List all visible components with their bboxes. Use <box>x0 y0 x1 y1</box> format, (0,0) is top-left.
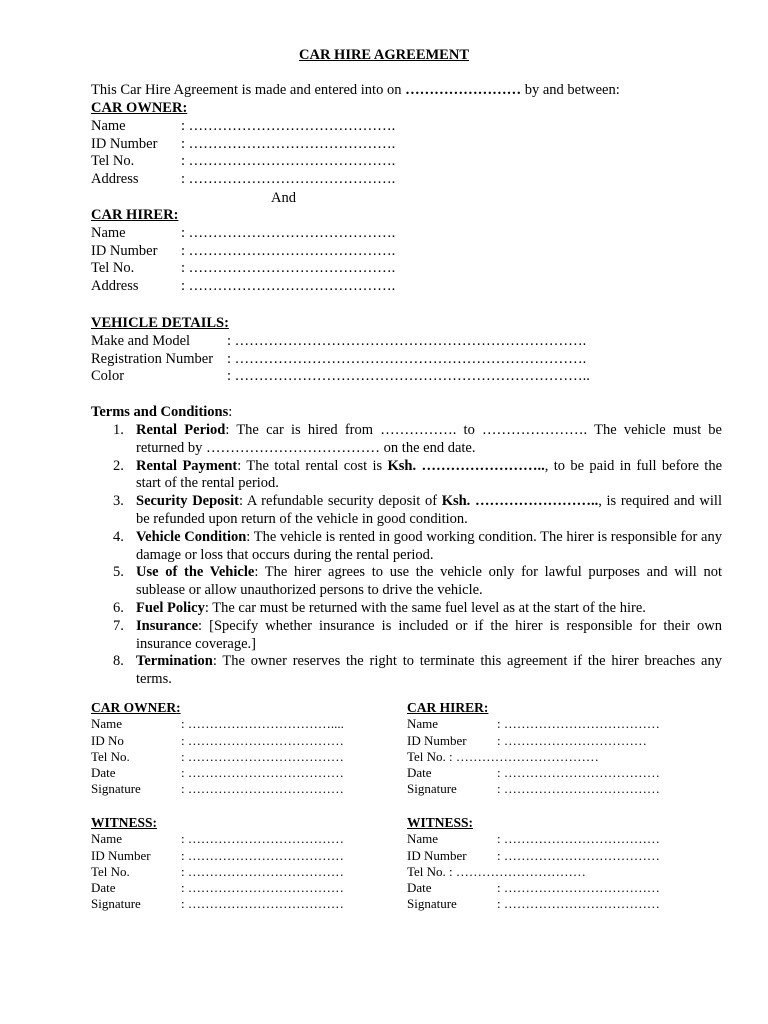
field-blank: : ……………………………………. <box>181 135 396 152</box>
field-label: Date <box>407 880 432 896</box>
term-item <box>113 617 722 654</box>
witness-right-tel-row <box>407 864 660 880</box>
term-item <box>113 653 722 689</box>
field-label: Date <box>407 765 432 781</box>
field-blank: : ……………………………………………………………….. <box>227 368 590 385</box>
hirer-heading-colon: : <box>173 207 179 223</box>
hirer-tel-row <box>91 260 395 278</box>
vehicle-heading-label: VEHICLE DETAILS <box>91 315 225 331</box>
and-separator: And <box>271 190 296 206</box>
field-blank: : ……………………………… <box>181 748 344 764</box>
term-title: Termination <box>136 653 213 670</box>
term-text: : A refundable security deposit of <box>238 493 442 510</box>
terms-heading-label: Terms and Conditions <box>91 404 229 420</box>
vehicle-heading <box>91 315 590 333</box>
sign-hirer-heading-colon: : <box>483 700 489 715</box>
sign-owner-tel-row <box>91 749 344 765</box>
term-item <box>113 493 722 529</box>
field-label: Color <box>91 368 125 385</box>
owner-address-row <box>91 171 395 189</box>
field-label: Name <box>407 716 439 732</box>
term-text: : The owner reserves the right to terminate this agreement if the hirer breaches any terms. <box>136 653 722 688</box>
term-text: : The car is hired from ……………. to …………………. The vehicle must be returned by ……………………………… on the end date. <box>136 422 722 456</box>
term-number: 2. <box>113 457 124 474</box>
intro-text-before: This Car Hire Agreement is made and entered into on <box>91 82 406 98</box>
term-title: Security Deposit <box>136 493 239 510</box>
witness-left-name-row <box>91 831 344 847</box>
term-text-continued: , is required and will be refunded upon return of the vehicle in good condition. <box>136 493 722 527</box>
field-label: Signature <box>91 781 141 797</box>
field-label: ID Number <box>407 847 467 863</box>
field-blank: : ……………………………………. <box>181 171 396 188</box>
vehicle-color-row <box>91 368 590 386</box>
witness-right-name-row <box>407 831 660 847</box>
witness-right-heading <box>407 815 660 831</box>
field-blank: : ……………………………… <box>497 716 660 732</box>
sign-hirer-heading <box>407 700 660 716</box>
sign-hirer-signature-row <box>407 781 660 797</box>
witness-left-signature-row <box>91 896 344 912</box>
term-text: : The hirer agrees to use the vehicle only for lawful purposes and will not sublease or allow unauthorized persons to drive the vehicle. <box>136 564 723 599</box>
sign-hirer-date-row <box>407 765 660 781</box>
sign-hirer-name-row <box>407 716 660 732</box>
witness-right-heading-label: WITNESS <box>407 815 469 830</box>
field-label: Tel No. <box>91 153 135 170</box>
term-text: : The total rental cost is <box>237 457 388 474</box>
witness-left-id-row <box>91 848 344 864</box>
field-label: Registration Number <box>91 350 214 367</box>
terms-heading-colon: : <box>228 404 233 420</box>
witness-left-heading-colon: : <box>152 815 158 830</box>
vehicle-section <box>91 315 590 386</box>
term-number: 3. <box>113 493 124 510</box>
field-label: Name <box>91 831 123 847</box>
field-blank: : ………………………………………………………………. <box>227 332 587 349</box>
field-blank: : ……………………………………. <box>181 224 396 241</box>
intro-date-blank: …………………… <box>405 82 522 98</box>
term-number: 1. <box>113 422 124 438</box>
hirer-name-row <box>91 225 395 243</box>
field-label: Name <box>91 716 123 732</box>
owner-heading-label: CAR OWNER <box>91 100 183 116</box>
field-label: Date <box>91 880 116 896</box>
terms-heading <box>91 404 232 422</box>
owner-heading <box>91 100 395 118</box>
field-label: Date <box>91 765 116 781</box>
sign-hirer-section <box>407 700 660 798</box>
field-blank: : ……………………………… <box>181 896 344 912</box>
sign-hirer-heading-label: CAR HIRER <box>407 700 484 715</box>
term-item <box>113 422 722 458</box>
field-label: Tel No. : …………………………… <box>407 748 599 764</box>
term-number: 5. <box>113 564 124 581</box>
term-title: Fuel Policy <box>136 599 205 616</box>
term-title: Use of the Vehicle <box>136 564 255 581</box>
term-item <box>113 599 722 618</box>
witness-left-tel-row <box>91 864 344 880</box>
intro-line <box>91 82 620 100</box>
term-number: 4. <box>113 528 124 545</box>
term-text-continued: , to be paid in full before the start of the rental period. <box>136 457 722 492</box>
term-number: 6. <box>113 599 124 616</box>
field-blank: : ……………………………… <box>181 781 344 797</box>
witness-left-section <box>91 815 344 913</box>
hirer-heading <box>91 207 395 225</box>
sign-owner-id-row <box>91 733 344 749</box>
field-blank: : ……………………………… <box>497 896 660 912</box>
field-label: Tel No. <box>91 260 135 277</box>
term-number: 7. <box>113 617 124 634</box>
term-item <box>113 457 722 494</box>
field-label: Tel No. : ………………………… <box>407 863 586 879</box>
field-label: Signature <box>407 781 457 797</box>
field-blank: : …………………………… <box>497 732 647 748</box>
field-blank: : ……………………………………. <box>181 260 396 277</box>
field-label: Signature <box>407 896 457 912</box>
witness-right-signature-row <box>407 896 660 912</box>
field-label: Signature <box>91 896 141 912</box>
owner-tel-row <box>91 153 395 171</box>
sign-owner-signature-row <box>91 781 344 797</box>
field-label: ID Number <box>91 242 158 259</box>
field-label: Make and Model <box>91 332 191 349</box>
term-amount-blank: Ksh. …………………….. <box>441 493 599 510</box>
field-label: Address <box>91 171 139 188</box>
field-blank: : ……………………………… <box>181 847 344 863</box>
field-blank: : ……………………………… <box>497 880 660 896</box>
witness-left-heading <box>91 815 344 831</box>
field-blank: : ……………………………… <box>497 781 660 797</box>
hirer-section <box>91 207 395 296</box>
sign-hirer-id-row <box>407 733 660 749</box>
field-label: Address <box>91 278 139 295</box>
field-label: ID No <box>91 732 124 748</box>
field-blank: : ……………………………………. <box>181 153 396 170</box>
field-label: ID Number <box>91 847 151 863</box>
hirer-heading-label: CAR HIRER <box>91 207 174 223</box>
term-item <box>113 564 723 600</box>
term-item <box>113 528 722 565</box>
term-text: : [Specify whether insurance is included or if the hirer is responsible for their own insurance coverage.] <box>136 617 722 652</box>
terms-list <box>91 422 722 689</box>
field-label: Tel No. <box>91 863 130 879</box>
witness-right-heading-colon: : <box>468 815 474 830</box>
vehicle-registration-row <box>91 351 590 369</box>
intro-text-after: by and between: <box>521 82 620 98</box>
page-title: CAR HIRE AGREEMENT <box>299 47 469 63</box>
sign-owner-date-row <box>91 765 344 781</box>
hirer-address-row <box>91 278 395 296</box>
field-blank: : …………………………….... <box>181 716 344 732</box>
witness-right-date-row <box>407 880 660 896</box>
sign-owner-heading <box>91 700 344 716</box>
term-title: Vehicle Condition <box>136 528 247 545</box>
owner-heading-colon: : <box>182 100 188 116</box>
field-label: Tel No. <box>91 748 130 764</box>
field-blank: : ……………………………………. <box>181 117 396 134</box>
field-blank: : ……………………………… <box>497 831 660 847</box>
witness-right-id-row <box>407 848 660 864</box>
field-blank: : ……………………………… <box>181 765 344 781</box>
field-label: Name <box>407 831 439 847</box>
term-text: : The car must be returned with the same fuel level as at the start of the hire. <box>204 599 646 616</box>
witness-right-section <box>407 815 660 913</box>
owner-name-row <box>91 118 395 136</box>
field-blank: : ……………………………… <box>181 831 344 847</box>
field-label: Name <box>91 117 126 134</box>
field-blank: : ……………………………………. <box>181 242 396 259</box>
field-label: ID Number <box>407 732 467 748</box>
term-number: 8. <box>113 653 124 670</box>
vehicle-make-row <box>91 333 590 351</box>
vehicle-heading-colon: : <box>224 315 229 331</box>
term-amount-blank: Ksh. …………………….. <box>387 457 545 474</box>
sign-hirer-tel-row <box>407 749 660 765</box>
term-title: Insurance <box>136 617 199 634</box>
field-label: ID Number <box>91 135 158 152</box>
term-text: : The vehicle is rented in good working condition. The hirer is responsible for any damage or loss that occurs during the rental period. <box>136 528 722 563</box>
sign-owner-heading-colon: : <box>176 700 181 715</box>
witness-left-heading-label: WITNESS <box>91 815 153 830</box>
owner-section <box>91 100 395 189</box>
sign-owner-section <box>91 700 344 798</box>
field-blank: : ……………………………… <box>497 765 660 781</box>
field-label: Name <box>91 224 126 241</box>
field-blank: : ……………………………… <box>181 863 344 879</box>
term-title: Rental Period <box>136 422 226 438</box>
field-blank: : ……………………………… <box>181 732 344 748</box>
hirer-id-row <box>91 243 395 261</box>
owner-id-row <box>91 136 395 154</box>
witness-left-date-row <box>91 880 344 896</box>
field-blank: : ……………………………… <box>181 880 344 896</box>
field-blank: : ……………………………………. <box>181 278 396 295</box>
field-blank: : ……………………………… <box>497 847 660 863</box>
term-title: Rental Payment <box>136 457 238 474</box>
sign-owner-heading-label: CAR OWNER <box>91 700 177 715</box>
field-blank: : ………………………………………………………………. <box>227 350 587 367</box>
sign-owner-name-row <box>91 716 344 732</box>
